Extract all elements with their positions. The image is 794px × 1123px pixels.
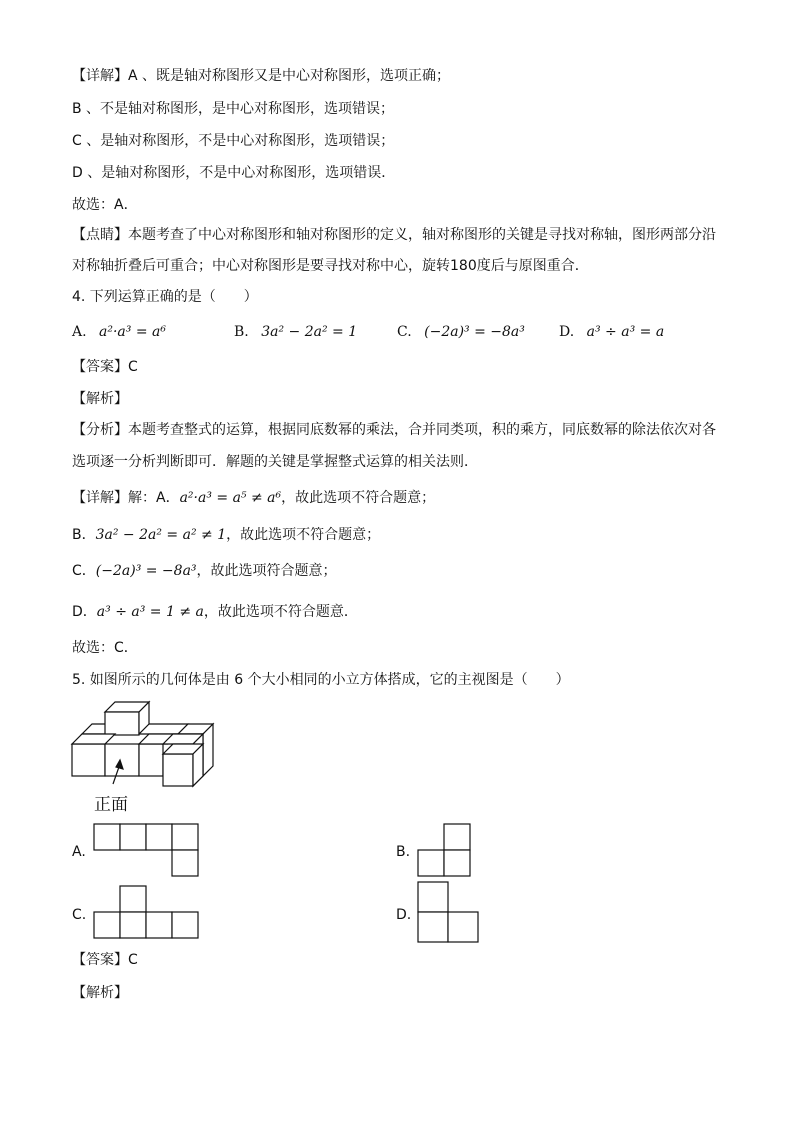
q5-option-a-label: A. [72,844,86,860]
detail-expression: (−2a)³ = −8a³ [95,563,197,579]
q4-option-c [397,322,525,342]
q5-option-b-figure [416,822,474,880]
q3-choice: 故选：A． [72,197,138,213]
q4-analysis-heading: 【解析】 [72,391,128,407]
q3-detail-d: D 、是轴对称图形，不是中心对称图形，选项错误． [72,165,396,181]
q5-option-b-label: B. [396,844,411,860]
q5-option-d-label: D. [396,907,412,923]
q5-stem: 5. 如图所示的几何体是由 6 个大小相同的小立方体搭成，它的主视图是（ ） [72,672,570,688]
option-expression: a²·a³ = a⁶ [99,324,166,340]
detail-expression: 3a² − 2a² = a² ≠ 1 [95,527,227,543]
q5-option-c-label: C. [72,907,87,923]
q5-option-c-figure [92,884,204,942]
option-expression: (−2a)³ = −8a³ [424,324,525,340]
q4-stem: 4. 下列运算正确的是（ ） [72,289,258,305]
option-label: D. [559,324,575,340]
q3-detail-c: C 、是轴对称图形，不是中心对称图形，选项错误； [72,133,395,149]
detail-prefix: B． [72,527,96,543]
detail-expression: a²·a³ = a⁵ ≠ a⁶ [179,490,282,506]
q4-detail-d [72,602,358,622]
detail-suffix: ，故此选项不符合题意； [281,490,436,506]
detail-prefix: C． [72,563,96,579]
option-label: B. [234,324,249,340]
q4-detail-b [72,525,380,545]
option-expression: 3a² − 2a² = 1 [261,324,358,340]
option-label: A. [72,324,87,340]
detail-suffix: ，故此选项不符合题意． [203,604,358,620]
q4-option-d [559,322,664,342]
q3-detail-b: B 、不是轴对称图形，是中心对称图形，选项错误； [72,101,395,117]
option-expression: a³ ÷ a³ = a [586,324,665,340]
q4-analysis-line2: 选项逐一分析判断即可．解题的关键是掌握整式运算的相关法则． [72,454,478,470]
detail-prefix: D． [72,604,97,620]
q3-comment-line1: 【点睛】本题考查了中心对称图形和轴对称图形的定义，轴对称图形的关键是寻找对称轴，图形两部分沿 [72,227,716,243]
q4-answer: 【答案】C [72,359,138,375]
q4-detail-c [72,561,337,581]
q4-detail-a [72,488,435,508]
q4-option-a [72,322,166,342]
q5-option-d-figure [416,880,482,944]
cube-solid-figure [68,700,228,788]
q5-option-a-figure [92,822,204,880]
detail-prefix: 【详解】解：A． [72,490,180,506]
detail-suffix: ，故此选项符合题意； [196,563,337,579]
q5-answer: 【答案】C [72,952,138,968]
detail-expression: a³ ÷ a³ = 1 ≠ a [96,604,204,620]
option-label: C. [397,324,412,340]
q4-analysis-line1: 【分析】本题考查整式的运算，根据同底数幂的乘法，合并同类项，积的乘方，同底数幂的除法依次对各 [72,422,716,438]
q3-detail-a: 【详解】A 、既是轴对称图形又是中心对称图形，选项正确； [72,68,451,84]
q3-comment-line2: 对称轴折叠后可重合；中心对称图形是要寻找对称中心，旋转180度后与原图重合． [72,258,589,274]
front-view-label: 正面 [94,795,128,815]
q4-choice: 故选：C． [72,640,138,656]
q5-analysis-heading: 【解析】 [72,985,128,1001]
detail-suffix: ，故此选项不符合题意； [226,527,381,543]
q4-option-b [234,322,357,342]
